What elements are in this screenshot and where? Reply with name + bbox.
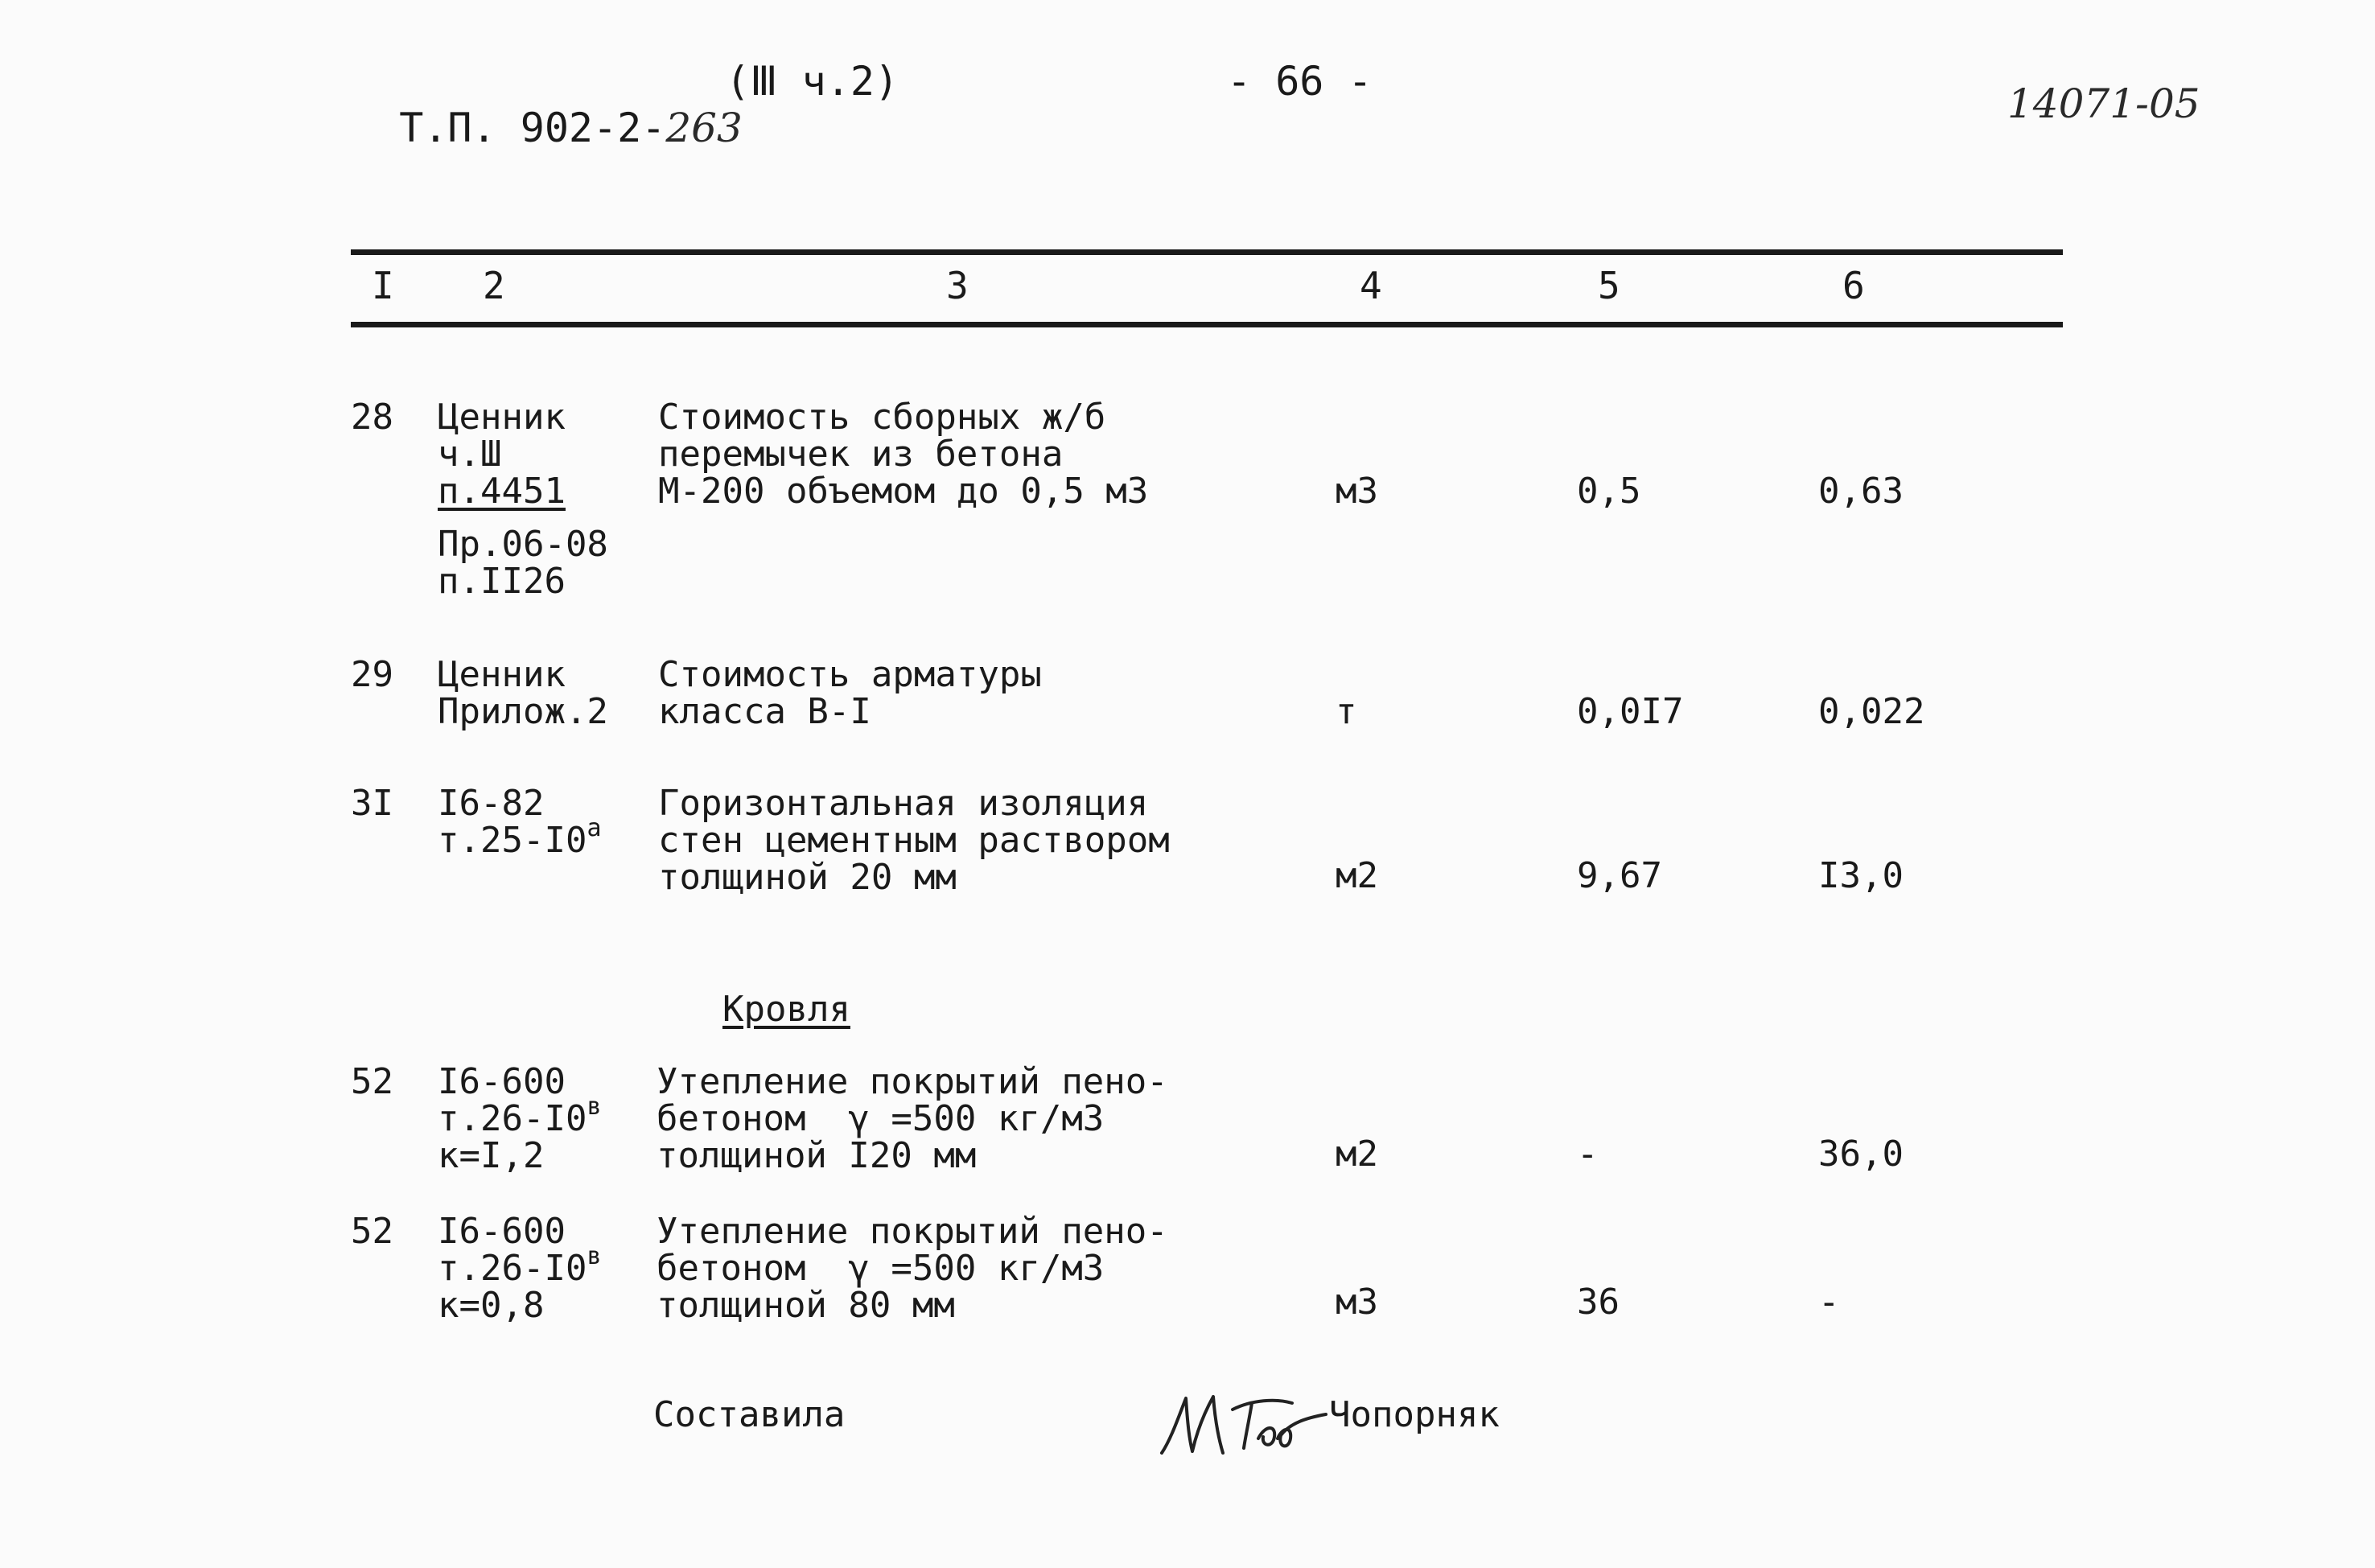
row-unit: м3 <box>1336 471 1378 512</box>
col-header-1: I <box>372 264 394 307</box>
row-value-6: - <box>1818 1282 1840 1323</box>
doc-part: (Ⅲ ч.2) <box>726 58 899 105</box>
row-unit: м2 <box>1336 1134 1378 1175</box>
row-description: Стоимость сборных ж/б перемычек из бетона М-200 объемом до 0,5 м3 <box>658 397 1149 512</box>
compiled-by-label: Составила <box>653 1394 846 1435</box>
row-ref: I6-82 $т.25-I0^а$ <box>438 783 602 861</box>
doc-reference <box>351 58 743 151</box>
compiler-name: Чопорняк <box>1329 1394 1500 1435</box>
archive-number: 14071-05 <box>2007 80 2200 127</box>
row-number: 29 <box>351 654 393 695</box>
row-number: 52 <box>351 1061 393 1102</box>
row-value-5: - <box>1577 1134 1599 1175</box>
row-ref: I6-600 $т.26-I0^в$ к=I,2 <box>438 1061 602 1176</box>
row-description: Утепление покрытий пено- бетоном γ =500 кг/м3 толщиной 80 мм <box>657 1211 1168 1326</box>
row-unit: м3 <box>1336 1282 1378 1323</box>
row-value-5: 0,0I7 <box>1577 691 1684 732</box>
col-header-4: 4 <box>1360 264 1382 307</box>
row-value-5: 36 <box>1577 1282 1620 1323</box>
doc-reference-printed: Т.П. 902-2- <box>399 105 666 151</box>
header-rule-bottom <box>351 322 2063 327</box>
row-unit: м2 <box>1336 855 1378 896</box>
row-unit: т <box>1336 691 1357 732</box>
row-value-6: 0,63 <box>1818 471 1904 512</box>
col-header-6: 6 <box>1842 264 1865 307</box>
row-ref: Ценник ч.Ш п.4451 <box>438 397 566 512</box>
row-number: 3I <box>351 783 393 824</box>
row-ref: Ценник Прилож.2 <box>438 654 608 732</box>
header-rule-top <box>351 249 2063 255</box>
doc-reference-handwritten: 263 <box>665 105 743 151</box>
row-value-5: 0,5 <box>1577 471 1641 512</box>
row-value-6: 0,022 <box>1818 691 1925 732</box>
row-description: Горизонтальная изоляция стен цементным раствором толщиной 20 мм <box>658 783 1170 898</box>
col-header-3: 3 <box>946 264 969 307</box>
row-ref: I6-600 $т.26-I0^в$ к=0,8 <box>438 1211 602 1326</box>
row-value-6: I3,0 <box>1818 855 1904 896</box>
col-header-5: 5 <box>1598 264 1620 307</box>
row-number: 52 <box>351 1211 393 1252</box>
row-value-5: 9,67 <box>1577 855 1662 896</box>
section-title: Кровля <box>722 989 850 1030</box>
page-number: - 66 - <box>1227 58 1373 105</box>
row-description: Утепление покрытий пено- бетоном γ =500 кг/м3 толщиной I20 мм <box>657 1061 1168 1176</box>
row-ref-extra: Пр.06-08 п.II26 <box>438 524 608 602</box>
col-header-2: 2 <box>483 264 505 307</box>
row-description: Стоимость арматуры класса В-I <box>658 654 1042 732</box>
signature <box>1155 1382 1332 1463</box>
row-value-6: 36,0 <box>1818 1134 1904 1175</box>
row-number: 28 <box>351 397 393 438</box>
